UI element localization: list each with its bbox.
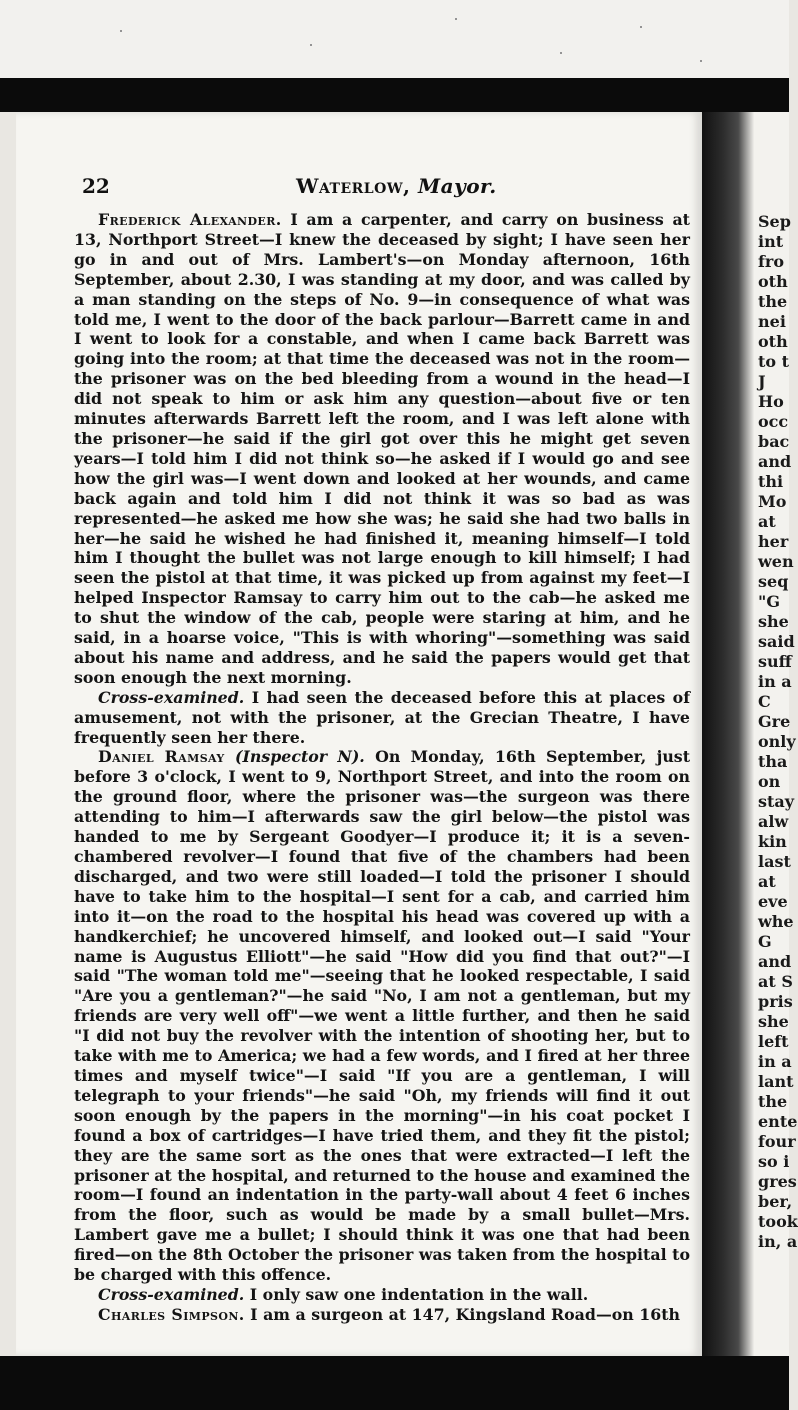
facing-page-fragment: so i <box>758 1152 790 1171</box>
facing-page-fragment: Gre <box>758 712 791 731</box>
facing-page-fragment: J <box>758 372 766 391</box>
cross-examination-paragraph <box>74 688 690 748</box>
page-number: 22 <box>82 174 110 198</box>
facing-page-fragment: nei <box>758 312 786 331</box>
facing-page-fragment: pris <box>758 992 793 1011</box>
facing-page-fragment: G <box>758 932 772 951</box>
cross-examined-label: Cross-examined. <box>98 687 245 707</box>
facing-page-fragment: suff <box>758 652 792 671</box>
facing-page-fragment: at <box>758 512 776 531</box>
facing-page-fragment: Sep <box>758 212 791 231</box>
testimony-text: I am a surgeon at 147, Kingsland Road—on 16th <box>244 1304 681 1324</box>
facing-page-edge <box>754 112 798 1356</box>
facing-page-fragment: in a <box>758 1052 792 1071</box>
witness-note: (Inspector N). <box>224 747 365 767</box>
facing-page-fragment: and <box>758 452 792 471</box>
facing-page-fragment: oth <box>758 332 788 351</box>
scan-border-bottom <box>0 1356 789 1410</box>
facing-page-fragment: took <box>758 1212 798 1231</box>
facing-page-fragment: said <box>758 632 795 651</box>
facing-page-fragment: at S <box>758 972 793 991</box>
facing-page-fragment: oth <box>758 272 788 291</box>
witness-name: Charles Simpson. <box>98 1304 245 1324</box>
facing-page-fragment: she <box>758 612 789 631</box>
facing-page-fragment: to t <box>758 352 790 371</box>
testimony-text: On Monday, 16th September, just before 3 o'clock, I went to 9, Northport Street, and into the room on the ground floor, where the prisoner was—the surgeon was there attending to him—I afterwards saw the girl below—the pistol was handed to me by Sergeant Goodyer—I produce it; it is a seven-chambered revolver—I found that five of the chambers had been discharged, and two were still loaded—I told the prisoner I should have to take him to the hospital—I sent for a cab, and carried him into it—on the road to the hospital his head was covered up with a handkerchief; he uncovered himself, and looked out—I said "Your name is Augustus Elliott"—he said "How did you find that out?"—I said "The woman told me"—seeing that he looked respectable, I said "Are you a gentleman?"—he said "No, I am not a gentleman, but my friends are very well off"—we went a little further, and then he said "I did not buy the revolver with the intention of shooting her, but to take with me to America; we had a few words, and I fired at her three times and myself twice"—I said "If you are a gentleman, I will telegraph to your friends"—he said "Oh, my friends will find it out soon enough by the papers in the morning"—in his coat pocket I found a box of cartridges—I have tried them, and they fit the pistol; they are the same sort as the ones that were extracted—I left the prisoner at the hospital, and returned to the house and examined the room—I found an indentation in the party-wall about 4 feet 6 inches from the floor, such as would be made by a small bullet—Mrs. Lambert gave me a bullet; I should think it was one that had been fired—on the 8th October the prisoner was taken from the hospital to be charged with this offence. <box>74 747 690 1285</box>
facing-page-fragment: only <box>758 732 796 751</box>
facing-page-fragment: "G <box>758 592 780 611</box>
facing-page-fragment: Mo <box>758 492 787 511</box>
facing-page-fragment: four <box>758 1132 796 1151</box>
facing-page-fragment: alw <box>758 812 789 831</box>
facing-page-fragment: in, a <box>758 1232 798 1251</box>
facing-page-fragment: on <box>758 772 781 791</box>
body-text <box>74 210 690 1325</box>
facing-page-fragment: int <box>758 232 784 251</box>
facing-page-fragment: kin <box>758 832 787 851</box>
left-page <box>16 112 702 1356</box>
facing-page-fragment: C <box>758 692 771 711</box>
witness-name: Frederick Alexander. <box>98 210 282 229</box>
facing-page-fragment: tha <box>758 752 788 771</box>
book-binding <box>702 112 754 1356</box>
facing-page-fragment: last <box>758 852 791 871</box>
facing-page-fragment: ber, <box>758 1192 793 1211</box>
cross-examination-text: I only saw one indentation in the wall. <box>244 1284 589 1304</box>
facing-page-fragment: gres <box>758 1172 797 1191</box>
testimony-paragraph <box>74 210 690 688</box>
facing-page-fragment: wen <box>758 552 794 571</box>
facing-page-fragment: the <box>758 292 788 311</box>
facing-page-fragment: stay <box>758 792 795 811</box>
witness-name: Daniel Ramsay <box>98 747 225 767</box>
testimony-paragraph <box>74 747 690 1284</box>
facing-page-fragment: she <box>758 1012 789 1031</box>
cross-examination-paragraph <box>74 1285 690 1305</box>
facing-page-fragment: Ho <box>758 392 784 411</box>
facing-page-fragment: occ <box>758 412 789 431</box>
facing-page-fragment: the <box>758 1092 788 1111</box>
facing-page-fragment: her <box>758 532 789 551</box>
facing-page-fragment: lant <box>758 1072 794 1091</box>
facing-page-fragment: in a <box>758 672 792 691</box>
scan-margin-top <box>0 0 789 78</box>
facing-page-fragment: thi <box>758 472 784 491</box>
testimony-paragraph <box>74 1305 690 1325</box>
facing-page-fragment: fro <box>758 252 784 271</box>
cross-examination-text: I had seen the deceased before this at places of amusement, not with the prisoner, at the Grecian Theatre, I have frequently seen her there. <box>74 687 690 747</box>
running-head-name: Waterlow, <box>296 174 418 198</box>
facing-page-fragment: eve <box>758 892 788 911</box>
facing-page-fragment: seq <box>758 572 789 591</box>
scan-border-top <box>0 78 789 112</box>
running-head-title: Mayor. <box>417 174 497 198</box>
running-head <box>296 174 497 198</box>
facing-page-fragment: bac <box>758 432 790 451</box>
facing-page-fragment: whe <box>758 912 794 931</box>
facing-page-fragment: at <box>758 872 776 891</box>
facing-page-fragment: ente <box>758 1112 798 1131</box>
facing-page-fragment: left <box>758 1032 789 1051</box>
testimony-text: I am a carpenter, and carry on business at 13, Northport Street—I knew the deceased by sight; I have seen her go in and out of Mrs. Lambert's—on Monday afternoon, 16th September, about 2.30, I was standing at my door, and was called by a man standing on the steps of No. 9—in consequence of what was told me, I went to the door of the back parlour—Barrett came in and I went to look for a constable, and when I came back Barrett was going into the room; at that time the deceased was not in the room—the prisoner was on the bed bleeding from a wound in the head—I did not speak to him or ask him any question—about five or ten minutes afterwards Barrett left the room, and I was left alone with the prisoner—he said if the girl got over this he might get seven years—I told him I did not think so—he asked if I would go and see how the girl was—I went down and looked at her wounds, and came back again and told him I did not think it was so bad as was represented—he asked me how she was; he said she had two balls in her—he said he wished he had finished it, meaning himself—I told him I thought the bullet was not large enough to kill himself; I had seen the pistol at that time, it was picked up from against my feet—I helped Inspector Ramsay to carry him out to the cab—he asked me to shut the window of the cab, people were staring at him, and he said, in a hoarse voice, "This is with whoring"—something was said about his name and address, and he said the papers would get that soon enough the next morning. <box>74 210 690 687</box>
facing-page-fragment: and <box>758 952 792 971</box>
cross-examined-label: Cross-examined. <box>98 1284 245 1304</box>
